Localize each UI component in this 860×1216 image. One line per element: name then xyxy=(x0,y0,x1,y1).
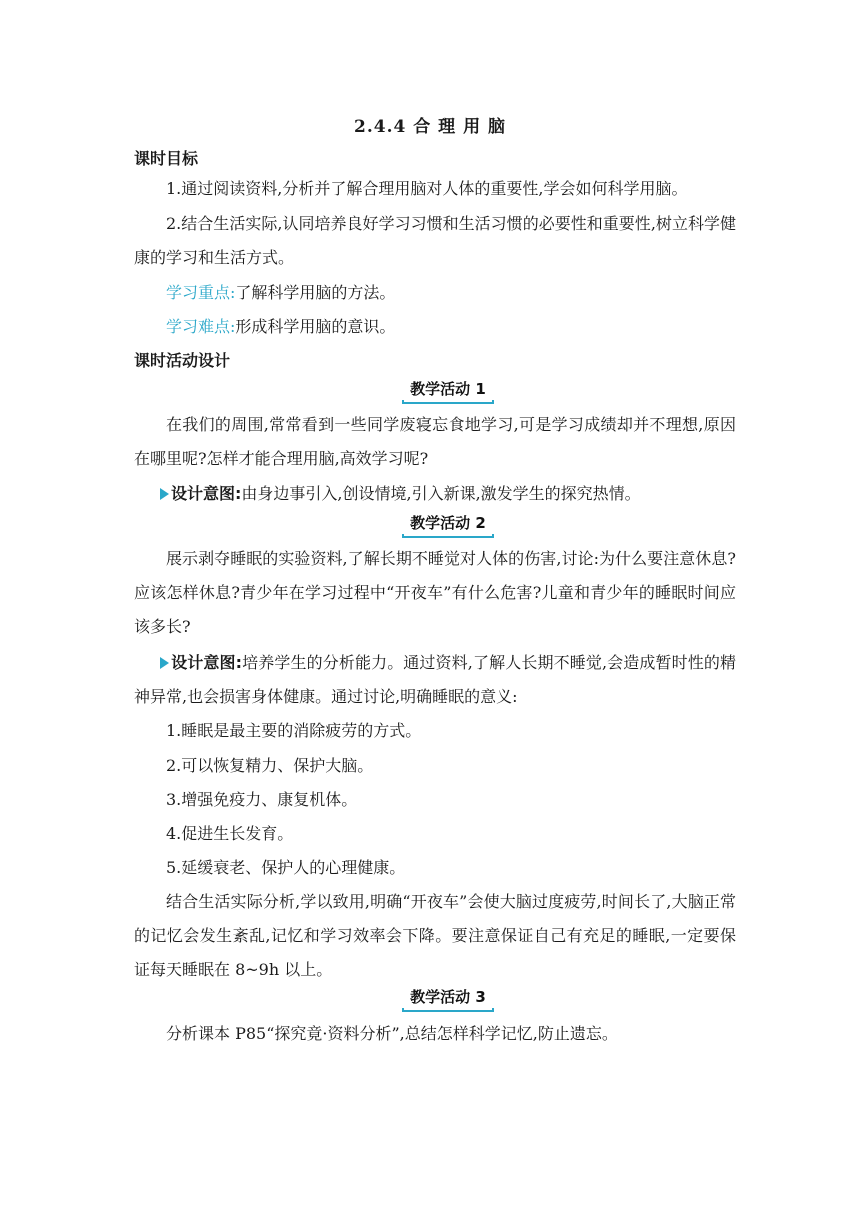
badge-underline xyxy=(402,1008,494,1012)
sleep-point-2: 2.可以恢复精力、保护大脑。 xyxy=(166,756,374,775)
badge-underline xyxy=(402,400,494,404)
learning-difficulty xyxy=(134,310,736,344)
triangle-marker-icon xyxy=(160,657,169,669)
activity-3-text: 分析课本 P85“探究竟·资料分析”,总结怎样科学记忆,防止遗忘。 xyxy=(166,1024,618,1043)
triangle-marker-icon xyxy=(160,488,169,500)
activity-1-badge xyxy=(402,378,494,404)
learning-difficulty-text: 形成科学用脑的意识。 xyxy=(235,317,396,336)
activity-2-intent xyxy=(134,646,736,714)
learning-focus-label: 学习重点: xyxy=(166,283,236,302)
activity-2-text: 展示剥夺睡眠的实验资料,了解长期不睡觉对人体的伤害,讨论:为什么要注意休息?应该怎样休息?青少年在学习过程中“开夜车”有什么危害?儿童和青少年的睡眠时间应该多长? xyxy=(134,549,736,636)
section-activities-heading: 课时活动设计 xyxy=(134,351,231,370)
objective-2: 2.结合生活实际,认同培养良好学习习惯和生活习惯的必要性和重要性,树立科学健康的学习和生活方式。 xyxy=(134,214,736,267)
learning-focus xyxy=(134,276,736,310)
activity-2-intent-text: 培养学生的分析能力。通过资料,了解人长期不睡觉,会造成暂时性的精神异常,也会损害身体健康。通过讨论,明确睡眠的意义: xyxy=(134,653,736,706)
page-title: 2.4.4 合 理 用 脑 xyxy=(354,117,506,137)
objective-1: 1.通过阅读资料,分析并了解合理用脑对人体的重要性,学会如何科学用脑。 xyxy=(166,179,688,198)
activity-3-badge xyxy=(402,986,494,1012)
section-objectives-heading: 课时目标 xyxy=(134,149,199,168)
activity-2-badge xyxy=(402,512,494,538)
sleep-point-5: 5.延缓衰老、保护人的心理健康。 xyxy=(166,858,406,877)
activity-1-badge-label: 教学活动 1 xyxy=(410,380,486,398)
activity-1-text: 在我们的周围,常常看到一些同学废寝忘食地学习,可是学习成绩却并不理想,原因在哪里呢?怎样才能合理用脑,高效学习呢? xyxy=(134,415,736,468)
learning-difficulty-label: 学习难点: xyxy=(166,317,236,336)
sleep-point-3: 3.增强免疫力、康复机体。 xyxy=(166,790,358,809)
activity-1-intent-label: 设计意图: xyxy=(171,484,242,503)
activity-3-badge-label: 教学活动 3 xyxy=(410,988,486,1006)
sleep-point-4: 4.促进生长发育。 xyxy=(166,824,294,843)
activity-2-badge-label: 教学活动 2 xyxy=(410,514,486,532)
activity-1-intent xyxy=(134,477,736,511)
sleep-point-1: 1.睡眠是最主要的消除疲劳的方式。 xyxy=(166,721,422,740)
activity-2-intent-label: 设计意图: xyxy=(171,653,242,672)
activity-2-summary: 结合生活实际分析,学以致用,明确“开夜车”会使大脑过度疲劳,时间长了,大脑正常的记忆会发生紊乱,记忆和学习效率会下降。要注意保证自己有充足的睡眠,一定要保证每天睡眠在 8~9h 以上。 xyxy=(134,892,736,979)
learning-focus-text: 了解科学用脑的方法。 xyxy=(235,283,396,302)
badge-underline xyxy=(402,534,494,538)
activity-1-intent-text: 由身边事引入,创设情境,引入新课,激发学生的探究热情。 xyxy=(241,484,641,503)
